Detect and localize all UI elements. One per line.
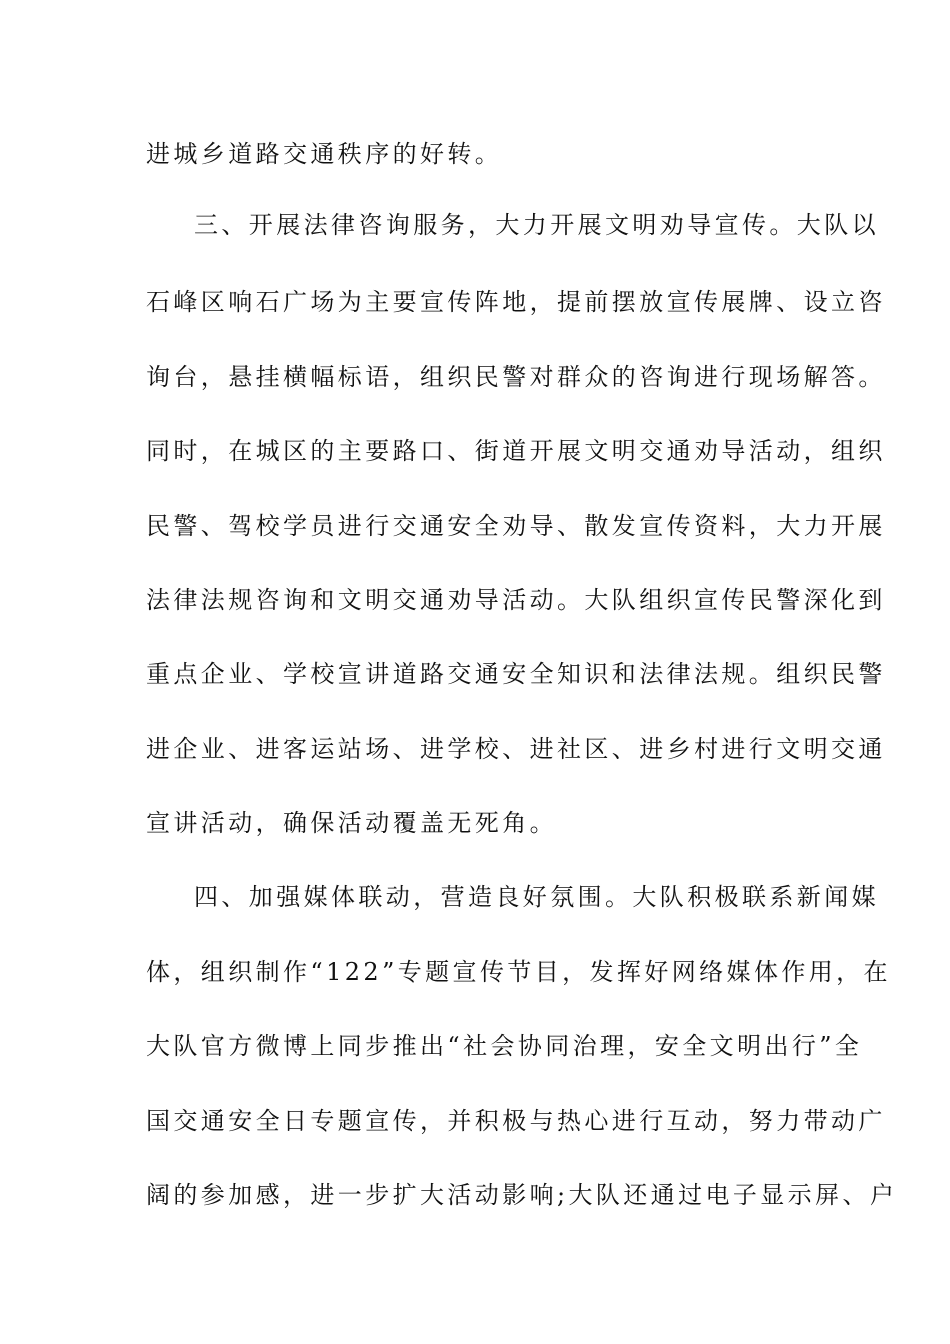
text-line: 询台，悬挂横幅标语，组织民警对群众的咨询进行现场解答。 bbox=[146, 363, 886, 391]
text-line: 体，组织制作“122”专题宣传节目，发挥好网络媒体作用，在 bbox=[146, 958, 891, 986]
text-line: 进企业、进客运站场、进学校、进社区、进乡村进行文明交通 bbox=[146, 735, 886, 763]
text-line: 民警、驾校学员进行交通安全劝导、散发宣传资料，大力开展 bbox=[146, 512, 886, 540]
text-line: 石峰区响石广场为主要宣传阵地，提前摆放宣传展牌、设立咨 bbox=[146, 288, 886, 316]
text-line: 大队官方微博上同步推出“社会协同治理，安全文明出行”全 bbox=[146, 1032, 863, 1060]
text-line: 同时，在城区的主要路口、街道开展文明交通劝导活动，组织 bbox=[146, 437, 886, 465]
paragraph-start-line: 三、开展法律咨询服务，大力开展文明劝导宣传。大队以 bbox=[194, 211, 879, 239]
text-line: 国交通安全日专题宣传，并积极与热心进行互动，努力带动广 bbox=[146, 1107, 886, 1135]
text-line: 进城乡道路交通秩序的好转。 bbox=[146, 140, 503, 168]
paragraph-start-line: 四、加强媒体联动，营造良好氛围。大队积极联系新闻媒 bbox=[194, 883, 879, 911]
text-line: 阔的参加感，进一步扩大活动影响;大队还通过电子显示屏、户 bbox=[146, 1181, 898, 1209]
text-line: 法律法规咨询和文明交通劝导活动。大队组织宣传民警深化到 bbox=[146, 586, 886, 614]
text-line: 宣讲活动，确保活动覆盖无死角。 bbox=[146, 809, 557, 837]
text-line: 重点企业、学校宣讲道路交通安全知识和法律法规。组织民警 bbox=[146, 660, 886, 688]
